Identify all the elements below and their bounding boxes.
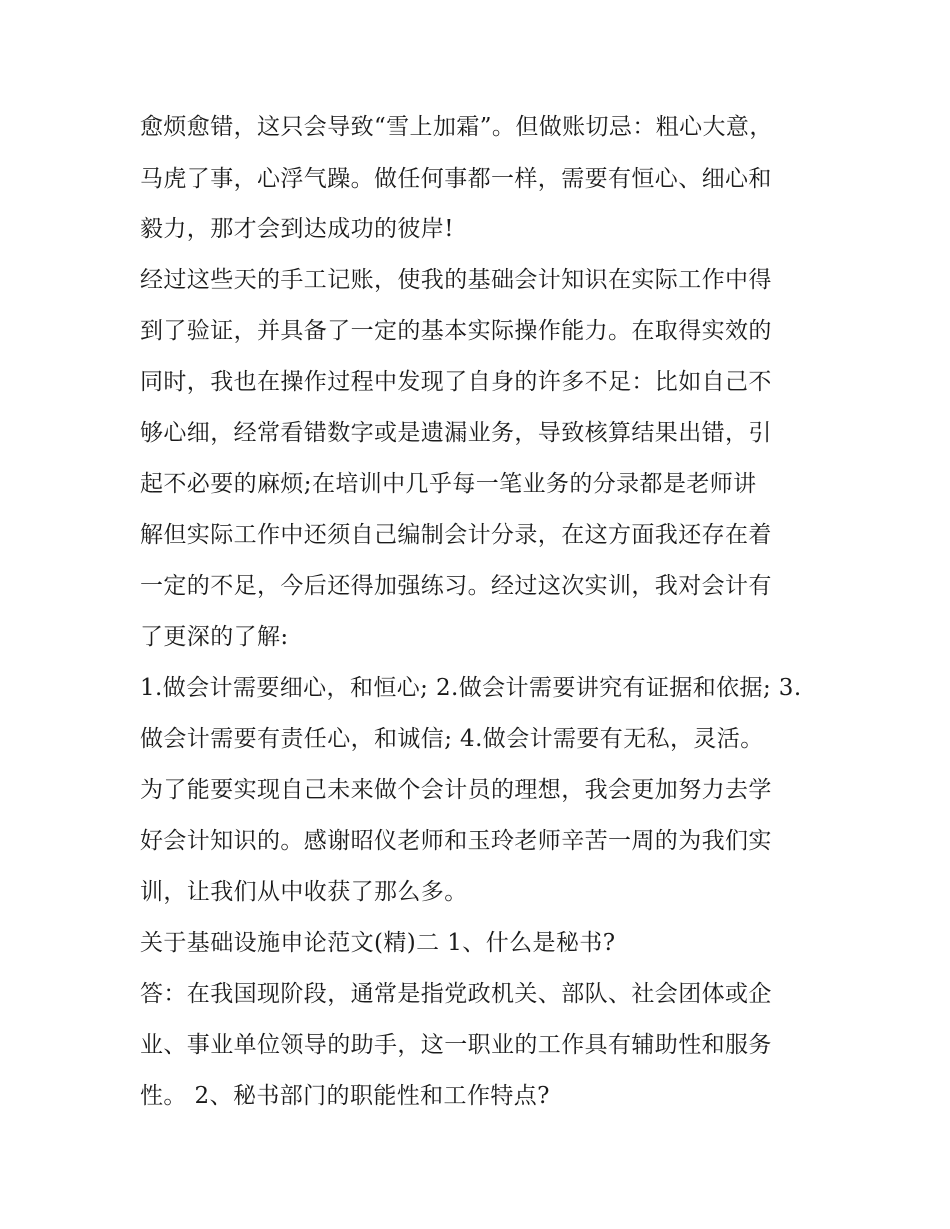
text-line: 毅力，那才会到达成功的彼岸! xyxy=(140,216,454,242)
text-line: 为了能要实现自己未来做个会计员的理想，我会更加努力去学 xyxy=(140,777,772,803)
text-line: 好会计知识的。感谢昭仪老师和玉玲老师辛苦一周的为我们实 xyxy=(140,828,772,854)
text-line: 够心细，经常看错数字或是遗漏业务，导致核算结果出错，引 xyxy=(140,420,772,446)
text-line: 到了验证，并具备了一定的基本实际操作能力。在取得实效的 xyxy=(140,318,772,344)
text-line: 了更深的了解: xyxy=(140,624,289,650)
text-line: 经过这些天的手工记账，使我的基础会计知识在实际工作中得 xyxy=(140,267,772,293)
text-line: 训，让我们从中收获了那么多。 xyxy=(140,879,468,905)
text-line: 答：在我国现阶段，通常是指党政机关、部队、社会团体或企 xyxy=(140,981,772,1007)
list-line: 做会计需要有责任心，和诚信; 4.做会计需要有无私，灵活。 xyxy=(140,726,764,752)
text-line: 性。 2、秘书部门的职能性和工作特点? xyxy=(140,1083,550,1109)
text-line: 解但实际工作中还须自己编制会计分录，在这方面我还存在着 xyxy=(140,522,772,548)
text-line: 业、事业单位领导的助手，这一职业的工作具有辅助性和服务 xyxy=(140,1032,772,1058)
section-heading: 关于基础设施申论范文(精)二 1、什么是秘书? xyxy=(140,930,616,956)
text-line: 起不必要的麻烦;在培训中几乎每一笔业务的分录都是老师讲 xyxy=(140,471,757,497)
list-line: 1.做会计需要细心，和恒心; 2.做会计需要讲究有证据和依据; 3. xyxy=(140,675,802,701)
text-line: 同时，我也在操作过程中发现了自身的许多不足：比如自己不 xyxy=(140,369,772,395)
text-line: 愈烦愈错，这只会导致“雪上加霜”。但做账切忌：粗心大意， xyxy=(140,114,773,140)
text-line: 一定的不足，今后还得加强练习。经过这次实训，我对会计有 xyxy=(140,573,772,599)
text-line: 马虎了事，心浮气躁。做任何事都一样，需要有恒心、细心和 xyxy=(140,166,772,192)
